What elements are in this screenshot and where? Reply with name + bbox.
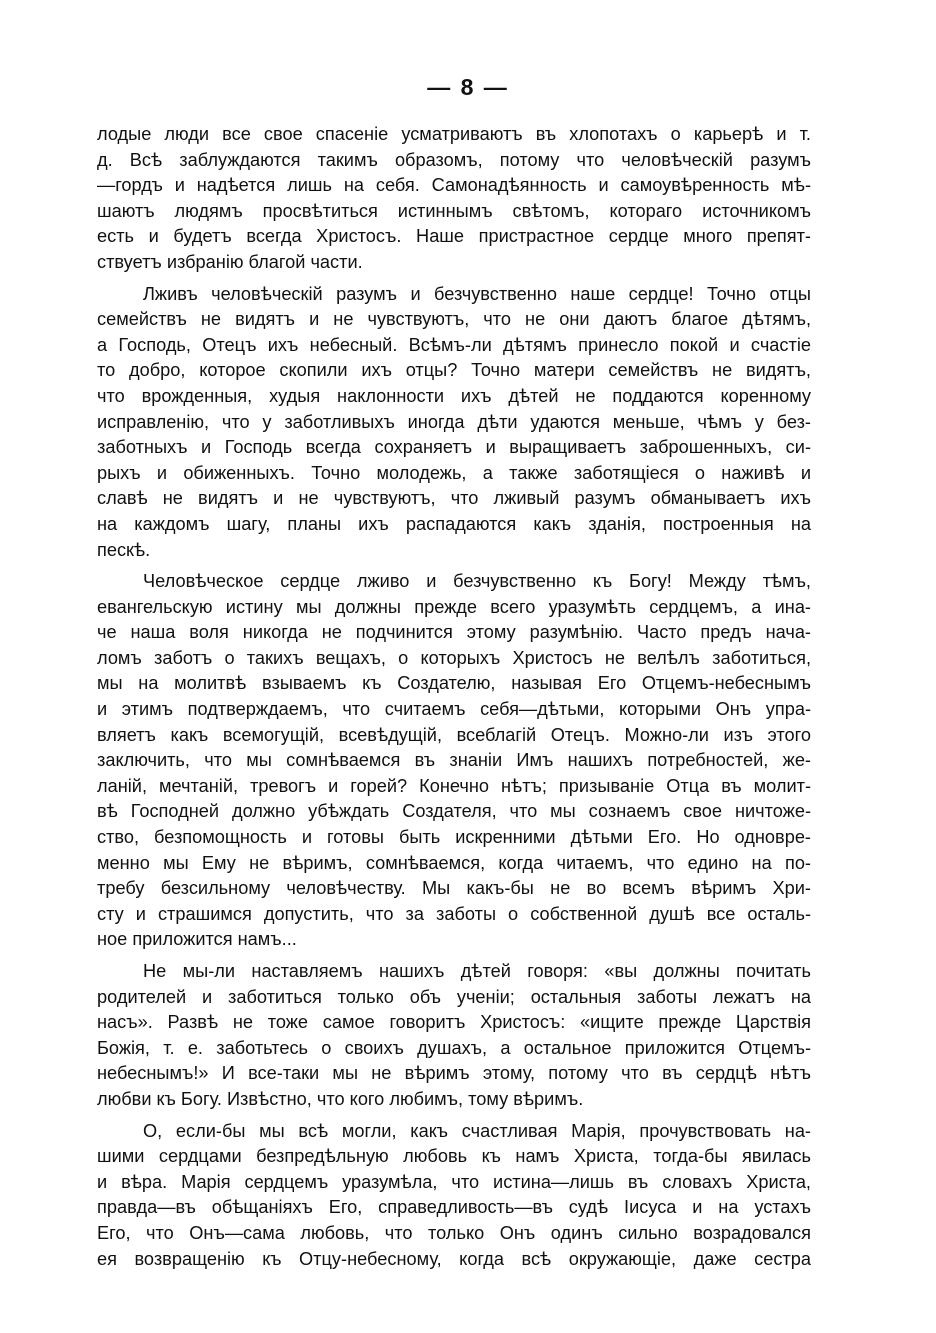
paragraph-4 [97,959,811,1113]
text-line: исправленiю, что у заботливыхъ иногда дѣти удаются меньше, чѣмъ у без- [97,411,811,432]
text-line: семействъ не видятъ и не чувствуютъ, что не они даютъ благое дѣтямъ, [97,309,811,330]
text-line: шими сердцами безпредѣльную любовь къ намъ Христа, тогда-бы явилась [97,1146,811,1167]
paragraph-3 [97,569,811,953]
paragraph-5 [97,1119,811,1273]
text-line: ствуетъ избранiю благой части. [97,251,363,272]
text-line: че наша воля никогда не подчинится этому разумѣнiю. Часто предъ нача- [97,622,811,643]
text-line: менно мы Ему не вѣримъ, сомнѣваемся, когда читаемъ, что едино на по- [97,852,811,873]
text-line: —гордъ и надѣется лишь на себя. Самонадѣянность и самоувѣренность мѣ- [97,175,811,196]
text-line: Его, что Онъ—сама любовь, что только Онъ одинъ сильно возрадовался [97,1222,811,1243]
text-line: есть и будетъ всегда Христосъ. Наше пристрастное сердце много препят- [97,226,811,247]
text-line: славѣ не видятъ и не чувствуютъ, что лживый разумъ обманываетъ ихъ [97,488,811,509]
text-line: правда—въ обѣщанiяхъ Его, справедливость—въ судѣ Iисуса и на устахъ [97,1197,811,1218]
text-line: лодые люди все свое спасенiе усматриваютъ въ хлопотахъ о карьерѣ и т. [97,124,811,144]
text-line: Лживъ человѣческiй разумъ и безчувственно наше сердце! Точно отцы [143,283,811,304]
text-line: вляетъ какъ всемогущiй, всевѣдущiй, всеблагiй Отецъ. Можно-ли изъ этого [97,724,811,745]
text-line: шаютъ людямъ просвѣтиться истиннымъ свѣтомъ, котораго источникомъ [97,200,811,221]
text-line: а Господь, Отецъ ихъ небесный. Всѣмъ-ли дѣтямъ принесло покой и счастiе [97,334,811,355]
text-line: насъ». Развѣ не тоже самое говоритъ Христосъ: «ищите прежде Царствiя [97,1012,811,1033]
text-line: ея возвращенiю къ Отцу-небесному, когда всѣ окружающiе, даже сестра [97,1248,811,1269]
text-line: д. Всѣ заблуждаются такимъ образомъ, потому что человѣческiй разумъ [97,149,811,170]
text-line: то добро, которое скопили ихъ отцы? Точно матери семействъ не видятъ, [97,360,811,381]
text-line: пескѣ. [97,539,151,560]
paragraph-1 [97,122,811,276]
text-line: Человѣческое сердце лживо и безчувственно къ Богу! Между тѣмъ, [143,571,811,592]
body-text [97,122,811,1278]
page-number: — 8 — [427,74,509,100]
text-line: мы на молитвѣ взываемъ къ Создателю, называя Его Отцемъ-небеснымъ [97,673,811,694]
text-line: и вѣра. Марiя сердцемъ уразумѣла, что истина—лишь въ словахъ Христа, [97,1171,811,1192]
text-line: Не мы-ли наставляемъ нашихъ дѣтей говоря: «вы должны почитать [143,961,811,981]
text-line: рыхъ и обиженныхъ. Точно молодежь, а также заботящiеся о наживѣ и [97,462,811,483]
text-line: требу безсильному человѣчеству. Мы какъ-бы не во всемъ вѣримъ Хри- [97,878,811,899]
text-line: заключить, что мы сомнѣваемся въ знанiи Имъ нашихъ потребностей, же- [97,750,811,771]
text-line: любви къ Богу. Извѣстно, что кого любимъ, тому вѣримъ. [97,1088,584,1109]
text-line: ное приложится намъ... [97,929,297,950]
text-line: ство, безпомощность и готовы быть искренними дѣтьми Его. Но одновре- [97,827,811,848]
paragraph-2 [97,282,811,564]
text-line: ланiй, мечтанiй, тревогъ и горей? Конечно нѣтъ; призыванiе Отца въ молит- [97,775,811,796]
text-line: родителей и заботиться только объ ученiи; остальныя заботы лежатъ на [97,986,811,1007]
text-line: заботныхъ и Господь всегда сохраняетъ и выращиваетъ заброшенныхъ, си- [97,437,811,458]
text-line: ломъ заботъ о такихъ вещахъ, о которыхъ Христосъ не велѣлъ заботиться, [97,647,811,668]
text-line: евангельскую истину мы должны прежде всего уразумѣть сердцемъ, а ина- [97,596,811,617]
text-line: на каждомъ шагу, планы ихъ распадаются какъ зданiя, построенныя на [97,513,811,534]
text-line: и этимъ подтверждаемъ, что считаемъ себя—дѣтьми, которыми Онъ упра- [97,699,811,720]
text-line: небеснымъ!» И все-таки мы не вѣримъ этому, потому что въ сердцѣ нѣтъ [97,1063,811,1084]
text-line: что врожденныя, худыя наклонности ихъ дѣтей не поддаются коренному [97,385,811,406]
text-line: сту и страшимся допустить, что за заботы о собственной душѣ все осталь- [97,903,811,924]
text-line: вѣ Господней должно убѣждать Создателя, что мы сознаемъ свое ничтоже- [97,801,811,822]
text-line: Божiя, т. е. заботьтесь о своихъ душахъ, а остальное приложится Отцемъ- [97,1037,811,1058]
text-line: О, если-бы мы всѣ могли, какъ счастливая Марiя, прочувствовать на- [143,1120,811,1141]
